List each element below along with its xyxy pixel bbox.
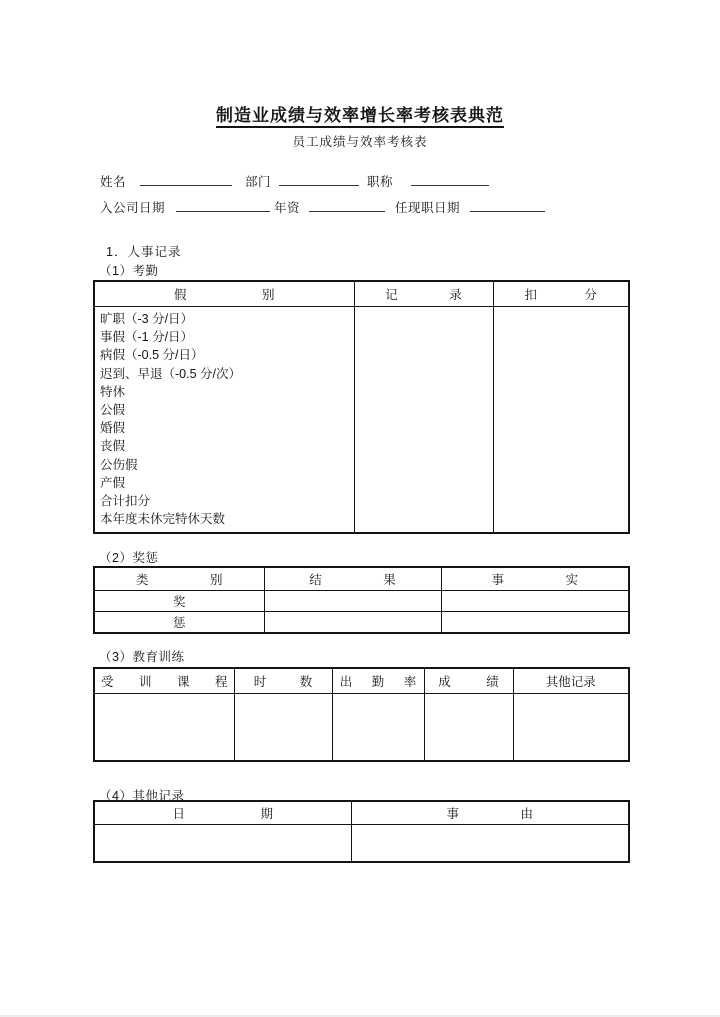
leave-type-item: 产假 bbox=[100, 475, 126, 490]
leave-type-item: 丧假 bbox=[100, 439, 126, 454]
section-heading-personnel: 1．人事记录 bbox=[106, 245, 182, 259]
leave-type-item: 旷职（-3 分/日） bbox=[100, 312, 194, 326]
attendance-header-row bbox=[94, 281, 629, 307]
training-body-row bbox=[94, 694, 629, 762]
leave-type-item: 合计扣分 bbox=[100, 494, 151, 509]
other-records-reason-cell-empty bbox=[351, 825, 629, 863]
seniority-label: 年资 bbox=[274, 201, 301, 215]
leave-type-item: 公伤假 bbox=[100, 457, 138, 472]
other-records-header-reason: 事 由 bbox=[351, 801, 629, 825]
reward-row bbox=[94, 591, 629, 612]
rewards-header-result: 结 果 bbox=[264, 567, 441, 591]
other-records-header-date: 日 期 bbox=[94, 801, 351, 825]
training-table bbox=[93, 667, 630, 762]
attendance-header-record: 记 录 bbox=[354, 281, 493, 307]
training-course-cell-empty bbox=[94, 694, 234, 762]
attendance-leave-type-cell bbox=[94, 307, 354, 534]
punishment-row bbox=[94, 612, 629, 634]
training-other-cell-empty bbox=[513, 694, 629, 762]
training-header-hours: 时 数 bbox=[234, 668, 332, 694]
department-label: 部门 bbox=[245, 175, 272, 189]
hire-date-blank-line bbox=[176, 196, 270, 212]
training-header-attendance-rate: 出 勤 率 bbox=[332, 668, 424, 694]
leave-type-item: 特休 bbox=[100, 384, 126, 399]
identity-field-row bbox=[100, 170, 640, 190]
attendance-record-cell-empty bbox=[354, 307, 493, 534]
document-title bbox=[0, 101, 720, 126]
training-header-score: 成 绩 bbox=[424, 668, 513, 694]
training-header-course: 受 训 课 程 bbox=[94, 668, 234, 694]
department-blank-line bbox=[279, 170, 359, 186]
name-blank-line bbox=[140, 170, 232, 186]
rewards-header-category: 类 别 bbox=[94, 567, 264, 591]
leave-type-item: 公假 bbox=[100, 403, 126, 418]
leave-type-item: 病假（-0.5 分/日） bbox=[100, 348, 204, 363]
document-subtitle: 员工成绩与效率考核表 bbox=[292, 135, 428, 149]
current-position-date-blank-line bbox=[470, 196, 545, 212]
attendance-body-row bbox=[94, 307, 629, 534]
other-records-table bbox=[93, 800, 630, 863]
subsection-label-rewards: （2）奖惩 bbox=[99, 551, 159, 565]
leave-type-item: 事假（-1 分/日） bbox=[100, 330, 194, 345]
attendance-deduction-cell-empty bbox=[493, 307, 629, 534]
name-label: 姓名 bbox=[100, 175, 127, 189]
subsection-label-attendance: （1）考勤 bbox=[99, 264, 159, 278]
employment-field-row bbox=[100, 196, 640, 216]
training-attendance-rate-cell-empty bbox=[332, 694, 424, 762]
training-hours-cell-empty bbox=[234, 694, 332, 762]
attendance-table bbox=[93, 280, 630, 534]
subsection-label-other-records: （4）其他记录 bbox=[99, 789, 185, 803]
other-records-header-row bbox=[94, 801, 629, 825]
reward-fact-cell-empty bbox=[441, 591, 629, 612]
job-title-label: 职称 bbox=[367, 175, 394, 189]
training-header-other: 其他记录 bbox=[513, 668, 629, 694]
seniority-blank-line bbox=[309, 196, 385, 212]
other-records-date-cell-empty bbox=[94, 825, 351, 863]
other-records-body-row bbox=[94, 825, 629, 863]
attendance-header-leave-type: 假 别 bbox=[94, 281, 354, 307]
current-position-date-label: 任现职日期 bbox=[395, 201, 461, 215]
rewards-table bbox=[93, 566, 630, 634]
punishment-category-cell: 惩 bbox=[94, 612, 264, 634]
leave-type-item: 本年度未休完特休天数 bbox=[100, 512, 226, 527]
rewards-header-row bbox=[94, 567, 629, 591]
attendance-header-deduction: 扣 分 bbox=[493, 281, 629, 307]
training-header-row bbox=[94, 668, 629, 694]
punishment-result-cell-empty bbox=[264, 612, 441, 634]
reward-result-cell-empty bbox=[264, 591, 441, 612]
punishment-fact-cell-empty bbox=[441, 612, 629, 634]
leave-type-item: 迟到、早退（-0.5 分/次） bbox=[100, 366, 241, 381]
subsection-label-training: （3）教育训练 bbox=[99, 650, 185, 664]
job-title-blank-line bbox=[411, 170, 489, 186]
rewards-header-fact: 事 实 bbox=[441, 567, 629, 591]
leave-type-item: 婚假 bbox=[100, 421, 126, 436]
reward-category-cell: 奖 bbox=[94, 591, 264, 612]
hire-date-label: 入公司日期 bbox=[100, 201, 166, 215]
training-score-cell-empty bbox=[424, 694, 513, 762]
document-title-text: 制造业成绩与效率增长率考核表典范 bbox=[216, 106, 504, 128]
